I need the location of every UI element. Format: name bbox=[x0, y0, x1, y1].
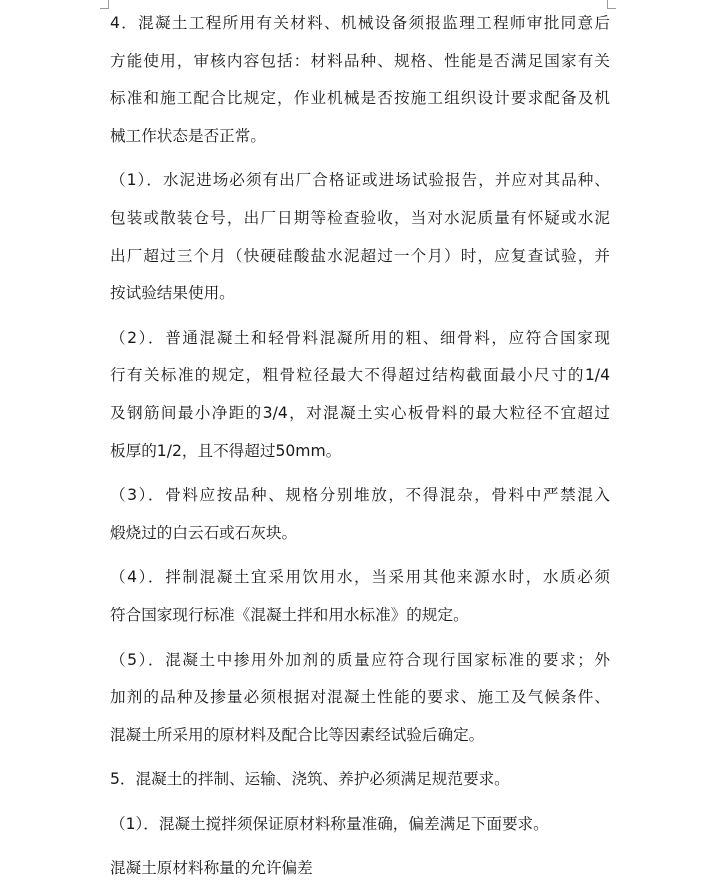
text-line: （5）．混凝土中掺用外加剂的质量应符合现行国家标准的要求；外 bbox=[110, 650, 610, 669]
paragraph-item-5-1 bbox=[110, 806, 610, 844]
paragraph-item-5 bbox=[110, 761, 610, 799]
document-body bbox=[110, 5, 610, 895]
text-line: （2）．普通混凝土和轻骨料混凝所用的粗、细骨料，应符合国家现 bbox=[110, 328, 610, 347]
text-line: 行有关标准的规定，粗骨粒径最大不得超过结构截面最小尺寸的1/4 bbox=[110, 366, 610, 385]
text-line: 械工作状态是否正常。 bbox=[110, 126, 266, 145]
paragraph-item-4-4 bbox=[110, 559, 610, 634]
text-line: （1）．混凝土搅拌须保证原材料称量准确，偏差满足下面要求。 bbox=[110, 814, 549, 833]
text-line: （3）．骨料应按品种、规格分别堆放，不得混杂，骨料中严禁混入 bbox=[110, 486, 610, 505]
text-line: 混凝土所采用的原材料及配合比等因素经试验后确定。 bbox=[110, 725, 485, 744]
text-line: （4）．拌制混凝土宜采用饮用水，当采用其他来源水时，水质必须 bbox=[110, 568, 610, 587]
text-line: 包装或散装仓号，出厂日期等检查验收，当对水泥质量有怀疑或水泥 bbox=[110, 208, 610, 227]
text-line: （1）．水泥进场必须有出厂合格证或进场试验报告，并应对其品种、 bbox=[110, 171, 610, 190]
left-margin-corner-mark bbox=[100, 0, 109, 9]
text-line: 板厚的1/2，且不得超过50mm。 bbox=[110, 441, 342, 460]
text-line: 煅烧过的白云石或石灰块。 bbox=[110, 523, 298, 542]
text-line: 标准和施工配合比规定，作业机械是否按施工组织设计要求配备及机 bbox=[110, 89, 610, 108]
text-line: 按试验结果使用。 bbox=[110, 284, 235, 303]
text-line: 混凝土原材料称量的允许偏差 bbox=[110, 859, 313, 878]
text-line: 出厂超过三个月（快硬硅酸盐水泥超过一个月）时，应复查试验，并 bbox=[110, 246, 610, 265]
text-line: 加剂的品种及掺量必须根据对混凝土性能的要求、施工及气候条件、 bbox=[110, 688, 610, 707]
text-line: 4．混凝土工程所用有关材料、机械设备须报监理工程师审批同意后 bbox=[110, 14, 610, 32]
paragraph-item-4-3 bbox=[110, 477, 610, 552]
text-line: 符合国家现行标准《混凝土拌和用水标准》的规定。 bbox=[110, 605, 469, 624]
text-line: 及钢筋间最小净距的3/4，对混凝土实心板骨料的最大粒径不宜超过 bbox=[110, 403, 610, 422]
paragraph-item-4-5 bbox=[110, 642, 610, 755]
paragraph-item-4-1 bbox=[110, 162, 610, 312]
text-line: 5．混凝土的拌制、运输、浇筑、养护必须满足规范要求。 bbox=[110, 770, 510, 789]
paragraph-item-4 bbox=[110, 5, 610, 155]
table-caption bbox=[110, 850, 610, 888]
paragraph-item-4-2 bbox=[110, 320, 610, 470]
text-line: 方能使用，审核内容包括：材料品种、规格、性能是否满足国家有关 bbox=[110, 51, 610, 70]
